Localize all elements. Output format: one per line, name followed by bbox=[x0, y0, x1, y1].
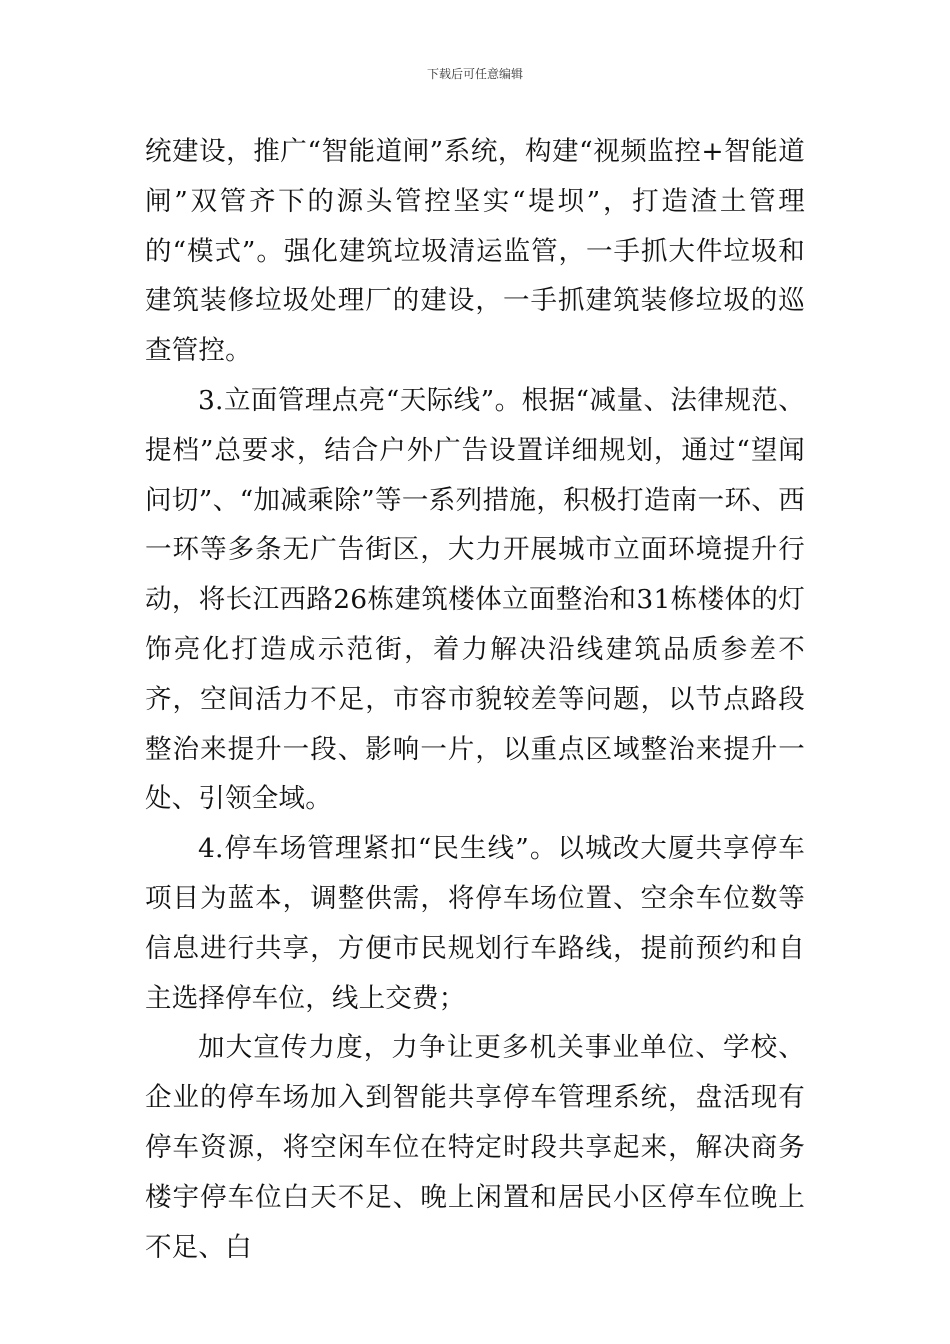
paragraph-item-4: 4.停车场管理紧扣“民生线”。以城改大厦共享停车项目为蓝本，调整供需，将停车场位置、空余车位数等信息进行共享，方便市民规划行车路线，提前预约和自主选择停车位，线上交费； bbox=[145, 833, 805, 1014]
paragraph-continuation: 统建设，推广“智能道闸”系统，构建“视频监控+智能道闸”双管齐下的源头管控坚实“堤坝”，打造渣土管理的“模式”。强化建筑垃圾清运监管，一手抓大件垃圾和建筑装修垃圾处理厂的建设，一手抓建筑装修垃圾的巡查管控。 bbox=[145, 136, 805, 367]
body-text bbox=[145, 127, 805, 1272]
paragraph-item-3: 3.立面管理点亮“天际线”。根据“减量、法律规范、提档”总要求，结合户外广告设置详细规划，通过“望闻问切”、“加减乘除”等一系列措施，积极打造南一环、西一环等多条无广告街区，大力开展城市立面环境提升行动，将长江西路26栋建筑楼体立面整治和31栋楼体的灯饰亮化打造成示范街，着力解决沿线建筑品质参差不齐，空间活力不足，市容市貌较差等问题，以节点路段整治来提升一段、影响一片，以重点区域整治来提升一处、引领全域。 bbox=[145, 384, 805, 815]
page-header: 下载后可任意编辑 bbox=[426, 67, 523, 81]
paragraph-publicity: 加大宣传力度，力争让更多机关事业单位、学校、企业的停车场加入到智能共享停车管理系统，盘活现有停车资源，将空闲车位在特定时段共享起来，解决商务楼宇停车位白天不足、晚上闲置和居民小区停车位晚上不足、白 bbox=[145, 1032, 805, 1263]
